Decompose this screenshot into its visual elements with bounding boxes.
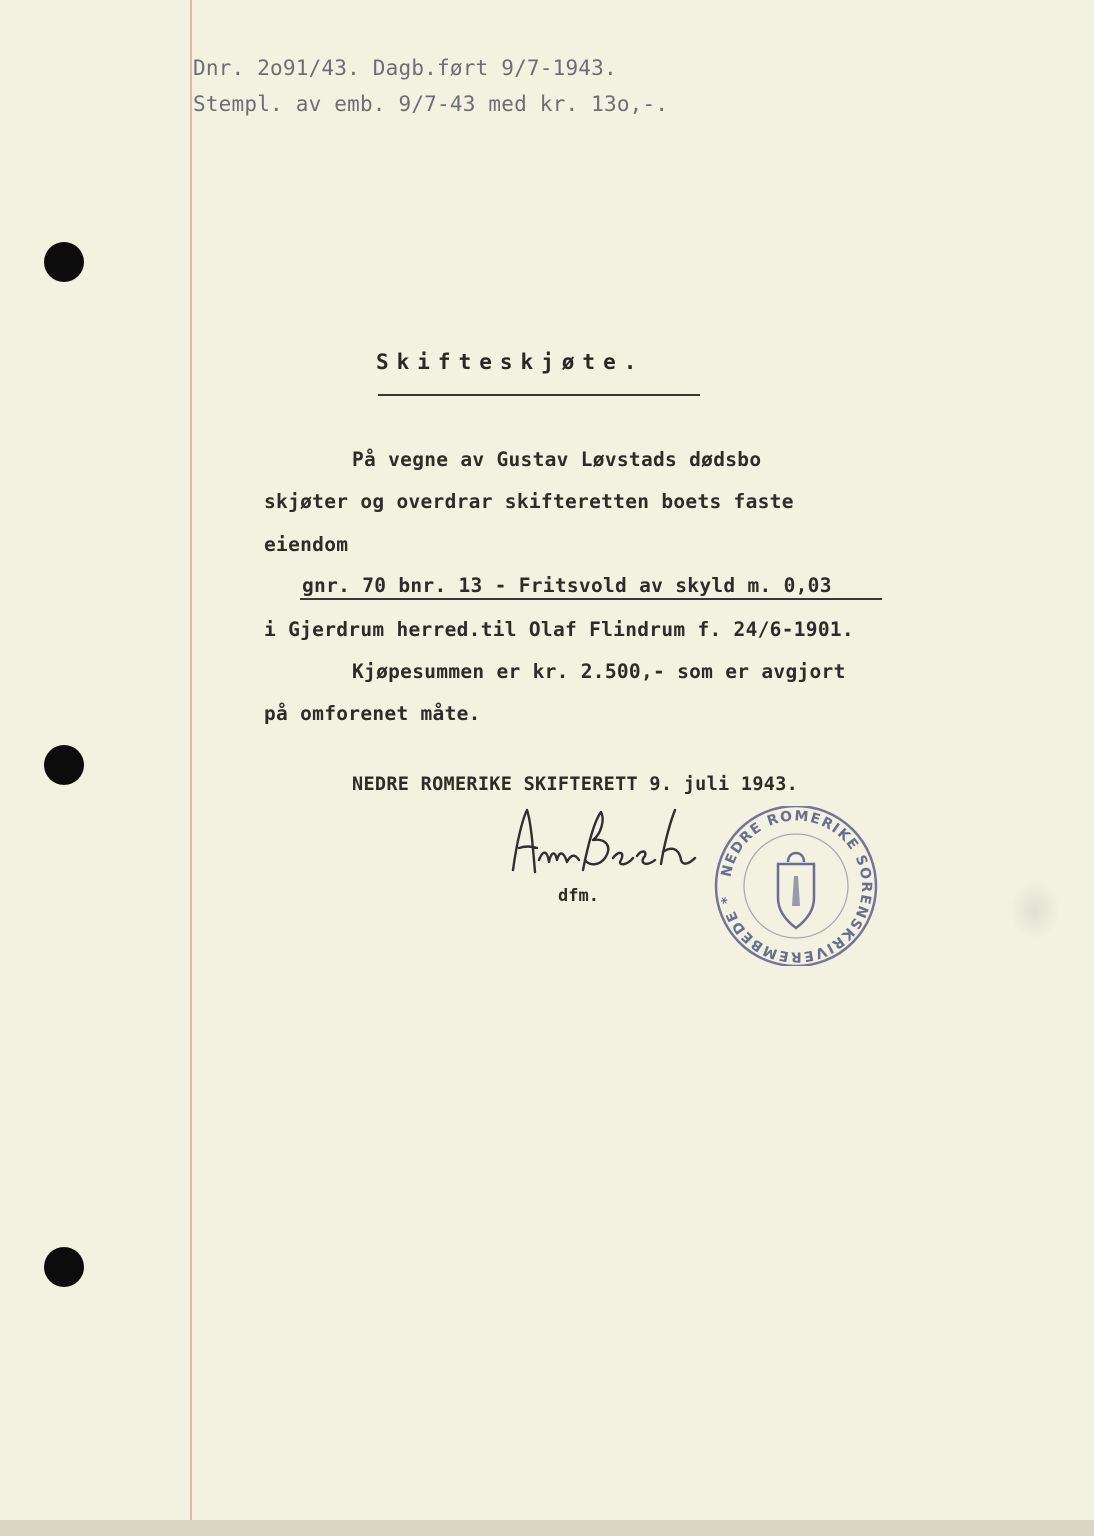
place-date-line: NEDRE ROMERIKE SKIFTERETT 9. juli 1943.	[352, 774, 799, 795]
property-underline	[300, 598, 882, 600]
body-line: i Gjerdrum herred.til Olaf Flindrum f. 24/6-1901.	[264, 618, 854, 641]
seal-text: NEDRE ROMERIKE SORENSKRIVEREMBEDE *	[718, 808, 875, 965]
body-line: eiendom	[264, 533, 349, 556]
punch-hole-icon	[44, 242, 84, 282]
body-line: på omforenet måte.	[264, 702, 481, 725]
punch-hole-icon	[44, 1247, 84, 1287]
signatory-title: dfm.	[558, 886, 599, 906]
paper-smudge	[1010, 880, 1060, 940]
property-line: gnr. 70 bnr. 13 - Fritsvold av skyld m. 0,03	[302, 574, 832, 597]
title-underline	[378, 394, 700, 396]
stamp-duty-line: Stempl. av emb. 9/7-43 med kr. 13o,-.	[193, 92, 669, 116]
page-edge	[0, 1520, 1094, 1536]
body-line: Kjøpesummen er kr. 2.500,- som er avgjort	[352, 660, 846, 683]
margin-line	[190, 0, 192, 1536]
body-line: skjøter og overdrar skifteretten boets faste	[264, 490, 794, 513]
registration-line: Dnr. 2o91/43. Dagb.ført 9/7-1943.	[193, 56, 617, 80]
official-seal-stamp	[708, 806, 884, 970]
punch-hole-icon	[44, 745, 84, 785]
body-line: På vegne av Gustav Løvstads dødsbo	[352, 448, 762, 471]
handwritten-signature	[505, 800, 725, 894]
document-title: Skifteskjøte.	[376, 350, 645, 374]
